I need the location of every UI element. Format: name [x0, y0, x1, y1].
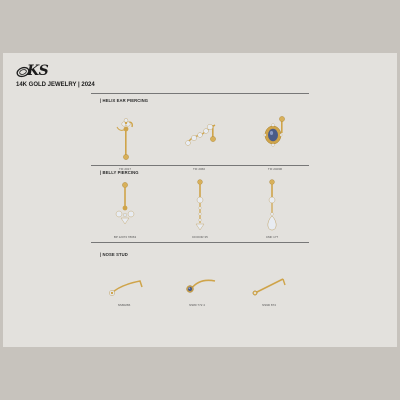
product-code: CMF 177: [265, 235, 279, 239]
section-title-belly: | BELLY PIERCING: [100, 170, 139, 175]
gold-dangle-belly-ring-icon: [180, 178, 220, 233]
gold-cluster-helix-stud-icon: [179, 113, 223, 165]
gold-heart-belly-ring-icon: [105, 178, 145, 233]
section-title-helix: | HELIX EAR PIERCING: [100, 98, 149, 103]
section-divider: [91, 93, 309, 94]
section-title-nose: | NOSE STUD: [100, 252, 128, 257]
product-code: TIF 2403R: [267, 167, 283, 171]
product-card: [249, 271, 289, 333]
product-code: NS9D 874: [262, 303, 276, 307]
product-card: [252, 178, 292, 240]
section-divider: [91, 165, 309, 166]
product-card: [180, 178, 220, 240]
product-code: BP 12073 78063: [113, 235, 137, 239]
product-card: [177, 271, 217, 333]
gold-blue-stone-helix-stud-icon: [255, 113, 295, 165]
catalog-page: [3, 53, 397, 347]
brand-logo: [16, 62, 56, 82]
brand-logo-text: KS: [27, 63, 49, 79]
gold-bar-nose-stud-icon: [249, 271, 293, 301]
gold-flower-helix-stud-icon: [105, 113, 145, 165]
gold-drop-belly-ring-icon: [252, 178, 292, 233]
product-code: TIF 2060: [192, 167, 205, 171]
product-code: NS80286: [117, 303, 131, 307]
product-code: DOOOR 35: [192, 235, 208, 239]
product-card: [105, 178, 145, 240]
section-divider: [91, 242, 309, 243]
gold-l-shape-nose-stud-icon: [104, 271, 148, 301]
product-code: NS80 772 4: [189, 303, 205, 307]
product-code: TIF 2017: [118, 167, 131, 171]
catalog-subtitle: 14K GOLD JEWELRY | 2024: [16, 82, 95, 88]
gold-blue-stone-nose-stud-icon: [177, 271, 221, 301]
product-card: [104, 271, 144, 333]
